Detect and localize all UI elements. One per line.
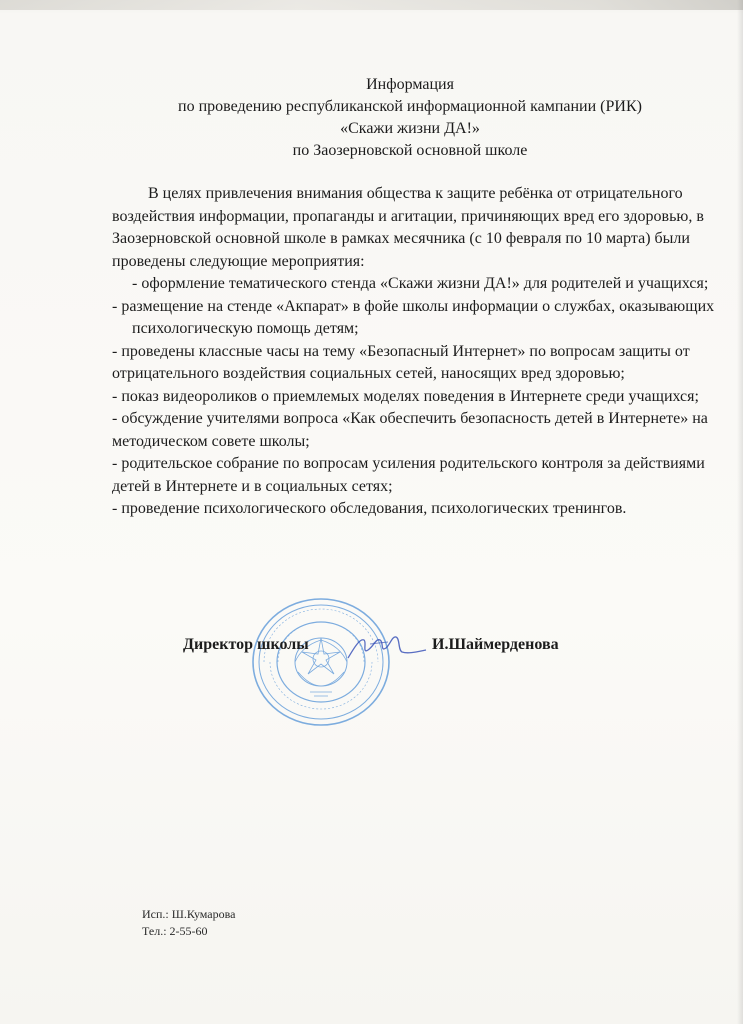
- list-item: - проведение психологического обследования, психологических тренингов.: [112, 500, 627, 517]
- signatory-title: Директор школы: [183, 636, 309, 653]
- heading-title: Информация: [366, 76, 454, 93]
- executor-line: Исп.: Ш.Кумарова: [142, 907, 236, 921]
- signatory-name: И.Шаймерденова: [432, 636, 559, 653]
- list-item: - проведены классные часы на тему «Безопасный Интернет» по вопросам защиты от отрицательного воздействия социальных сетей, наносящих вред здоровью;: [112, 342, 690, 382]
- signature-block: [0, 636, 743, 662]
- intro-paragraph: В целях привлечения внимания общества к защите ребёнка от отрицательного воздействия информации, пропаганды и агитации, причиняющих вред его здоровью, в Заозерновской основной школе в рамках месячника (с 10 февраля по 10 марта) были проведены следующие мероприятия:: [112, 185, 704, 270]
- document-heading: [0, 74, 743, 162]
- list-item: - показ видеороликов о приемлемых моделях поведения в Интернете среди учащихся;: [112, 387, 699, 405]
- footer-contacts: [142, 906, 235, 940]
- scan-edge-top: [0, 0, 743, 10]
- document-body: [112, 183, 717, 521]
- activities-list: [112, 273, 717, 521]
- phone-line: Тел.: 2-55-60: [142, 924, 208, 938]
- school-name: по Заозерновской основной школе: [292, 142, 528, 159]
- campaign-name: «Скажи жизни ДА!»: [340, 120, 480, 137]
- list-item: - оформление тематического стенда «Скажи жизни ДА!» для родителей и учащихся;: [132, 275, 709, 292]
- list-item: - размещение на стенде «Акпарат» в фойе школы информации о службах, оказывающих психологическую помощь детям;: [112, 297, 715, 337]
- heading-subtitle: по проведению республиканской информационной кампании (РИК): [178, 98, 642, 115]
- list-item: - родительское собрание по вопросам усиления родительского контроля за действиями детей в Интернете и в социальных сетях;: [112, 455, 705, 495]
- list-item: - обсуждение учителями вопроса «Как обеспечить безопасность детей в Интернете» на методическом совете школы;: [112, 410, 708, 450]
